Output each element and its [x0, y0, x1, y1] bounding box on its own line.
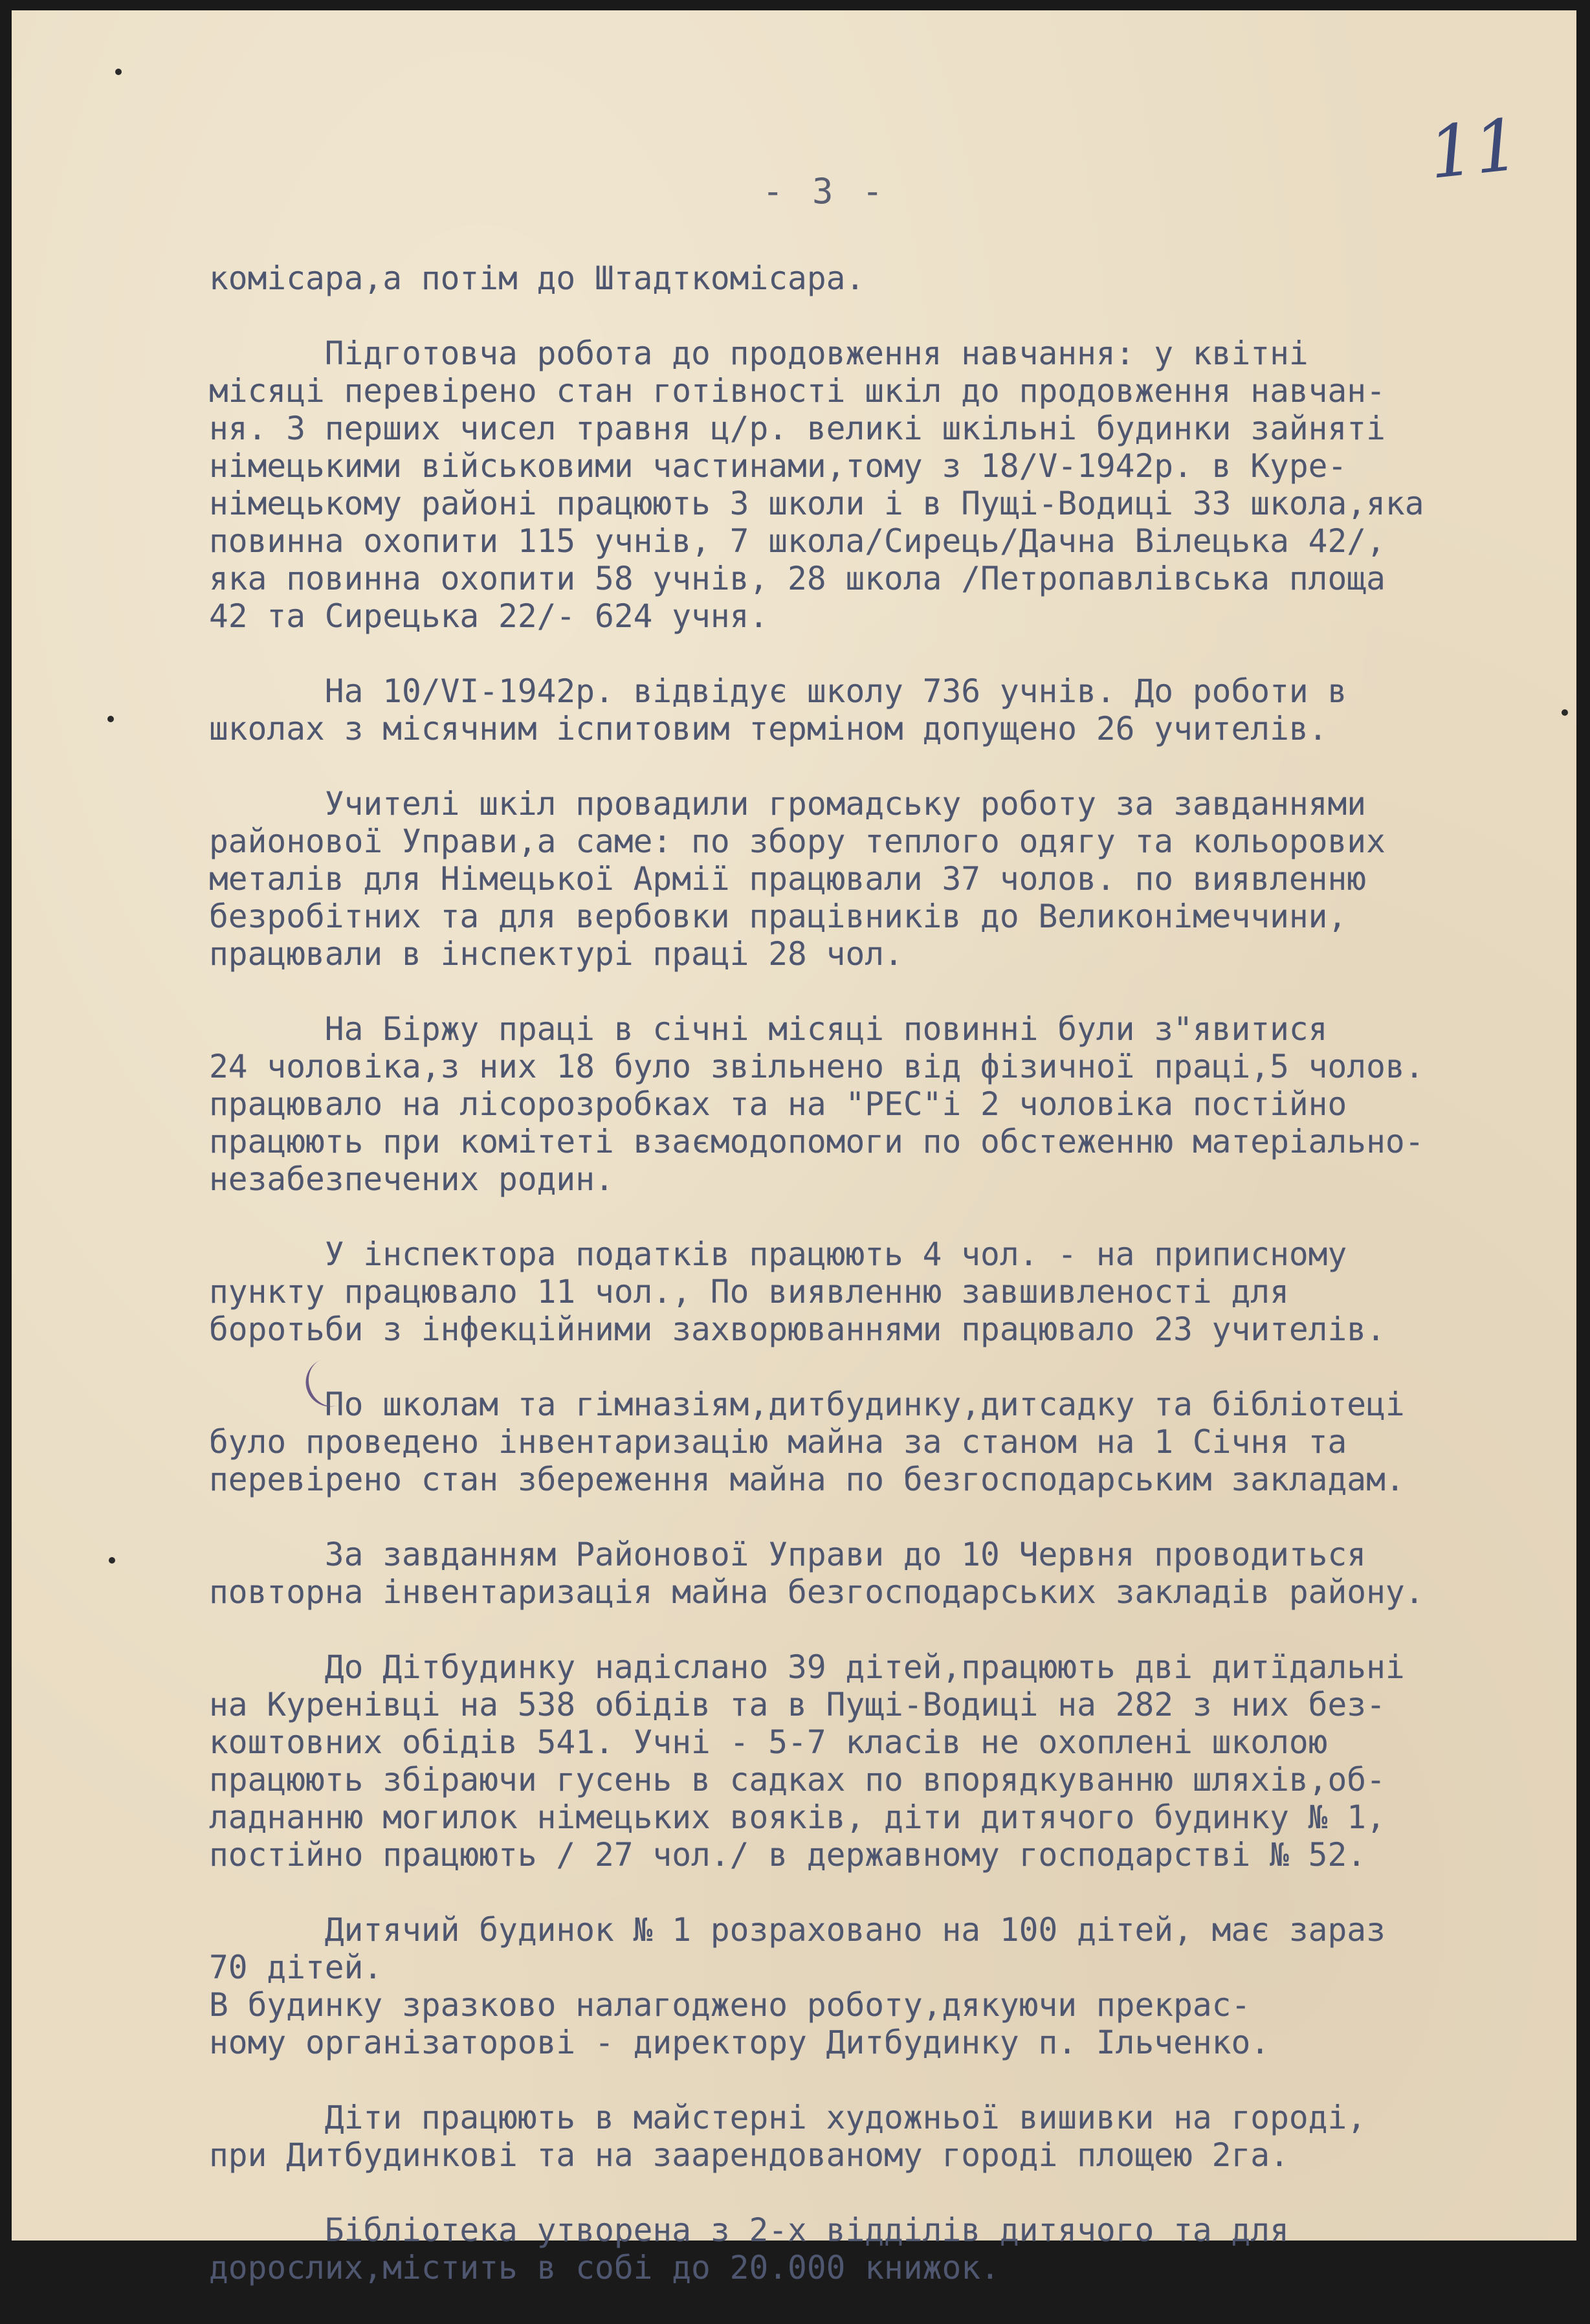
text-line: яка повинна охопити 58 учнів, 28 школа /Петропавлівська площа: [209, 560, 1386, 597]
text-line: ня. З перших чисел травня ц/р. великі шкільні будинки зайняті: [209, 410, 1386, 447]
punch-hole-mark: [115, 69, 122, 75]
paragraph: [209, 1536, 1552, 1611]
text-line: На Біржу праці в січні місяці повинні були з"явитися: [209, 1010, 1328, 1048]
text-line: Підготовча робота до продовження навчання: у квітні: [209, 335, 1308, 372]
text-line: пункту працювало 11 чол., По виявленню завшивленості для: [209, 1273, 1289, 1311]
paragraph: [209, 260, 1552, 297]
text-line: Діти працюють в майстерні художньої вишивки на городі,: [209, 2099, 1367, 2136]
text-line: школах з місячним іспитовим терміном допущено 26 учителів.: [209, 710, 1328, 747]
text-line: Дитячий будинок № 1 розраховано на 100 дітей, має зараз: [209, 1911, 1386, 1949]
paragraph: [209, 2211, 1552, 2286]
paragraph: [209, 1648, 1552, 1874]
paragraph: [209, 2099, 1552, 2174]
paragraph: [209, 672, 1552, 747]
text-line: коштовних обідів 541. Учні - 5-7 класів не охоплені школою: [209, 1723, 1328, 1761]
paragraph: [209, 1235, 1552, 1348]
text-line: незабезпечених родин.: [209, 1160, 614, 1198]
text-line: боротьби з інфекційними захворюваннями працювало 23 учителів.: [209, 1311, 1386, 1348]
text-line: безробітних та для вербовки працівників до Великонімеччини,: [209, 898, 1347, 935]
text-line: районової Управи,а саме: по збору теплого одягу та кольорових: [209, 823, 1386, 860]
paragraph: [209, 785, 1552, 973]
text-line: перевірено стан збереження майна по безгосподарським закладам.: [209, 1461, 1405, 1498]
paragraph: [209, 1386, 1552, 1498]
text-line: німецькими військовими частинами,тому з 18/V-1942р. в Куре-: [209, 447, 1347, 485]
text-line: По школам та гімназіям,дитбудинку,дитсадку та бібліотеці: [209, 1386, 1405, 1423]
paragraph: [209, 335, 1552, 635]
text-line: повинна охопити 115 учнів, 7 школа/Сирець/Дачна Вілецька 42/,: [209, 522, 1386, 560]
text-line: металів для Німецької Армії працювали 37 чолов. по виявленню: [209, 860, 1367, 898]
punch-hole-mark: [1562, 709, 1568, 716]
text-line: при Дитбудинкові та на заарендованому городі площею 2га.: [209, 2136, 1289, 2174]
text-line: Бібліотека утворена з 2-х відділів дитячого та для: [209, 2211, 1289, 2249]
text-line: працюють при комітеті взаємодопомоги по обстеженню матеріально-: [209, 1123, 1424, 1160]
text-line: німецькому районі працюють 3 школи і в Пущі-Водиці 33 школа,яка: [209, 485, 1424, 522]
text-line: 70 дітей.: [209, 1949, 383, 1986]
archive-folio-number: 11: [1424, 103, 1524, 195]
text-line: працюють збіраючи гусень в садках по впорядкуванню шляхів,об-: [209, 1761, 1386, 1798]
paragraph: [209, 1010, 1552, 1198]
text-line: За завданням Районової Управи до 10 Червня проводиться: [209, 1536, 1367, 1573]
text-line: На 10/VI-1942р. відвідує школу 736 учнів. До роботи в: [209, 672, 1347, 710]
text-line: 42 та Сирецька 22/- 624 учня.: [209, 597, 769, 635]
text-line: Учителі шкіл провадили громадську роботу за завданнями: [209, 785, 1367, 823]
paragraph: [209, 1911, 1552, 2061]
text-line: повторна інвентаризація майна безгосподарських закладів району.: [209, 1573, 1424, 1611]
text-line: До Дітбудинку надіслано 39 дітей,працюють дві дитїдальні: [209, 1648, 1405, 1686]
text-line: дорослих,містить в собі до 20.000 книжок.: [209, 2249, 1000, 2286]
text-line: ному організаторові - директору Дитбудинку п. Ільченко.: [209, 2024, 1270, 2061]
text-line: 24 чоловіка,з них 18 було звільнено від фізичної праці,5 чолов.: [209, 1048, 1424, 1085]
text-line: У інспектора податків працюють 4 чол. - на приписному: [209, 1235, 1347, 1273]
document-page: [12, 10, 1576, 2286]
text-line: постійно працюють / 27 чол./ в державному господарстві № 52.: [209, 1836, 1367, 1874]
page-number: - 3 -: [762, 171, 887, 212]
punch-hole-mark: [109, 1557, 115, 1564]
document-body: [209, 260, 1552, 2324]
text-line: працювали в інспектурі праці 28 чол.: [209, 935, 903, 973]
text-line: В будинку зразково налагоджено роботу,дякуючи прекрас-: [209, 1986, 1251, 2024]
text-line: було проведено інвентаризацію майна за станом на 1 Січня та: [209, 1423, 1347, 1461]
text-line: працювало на лісорозробках та на "РЕС"і 2 чоловіка постійно: [209, 1085, 1347, 1123]
text-line: на Куренівці на 538 обідів та в Пущі-Водиці на 282 з них без-: [209, 1686, 1386, 1723]
text-line: ладнанню могилок німецьких вояків, діти дитячого будинку № 1,: [209, 1798, 1386, 1836]
text-line: місяці перевірено стан готівності шкіл до продовження навчан-: [209, 372, 1386, 410]
punch-hole-mark: [107, 716, 114, 722]
text-line: комісара,а потім до Штадткомісара.: [209, 260, 865, 297]
